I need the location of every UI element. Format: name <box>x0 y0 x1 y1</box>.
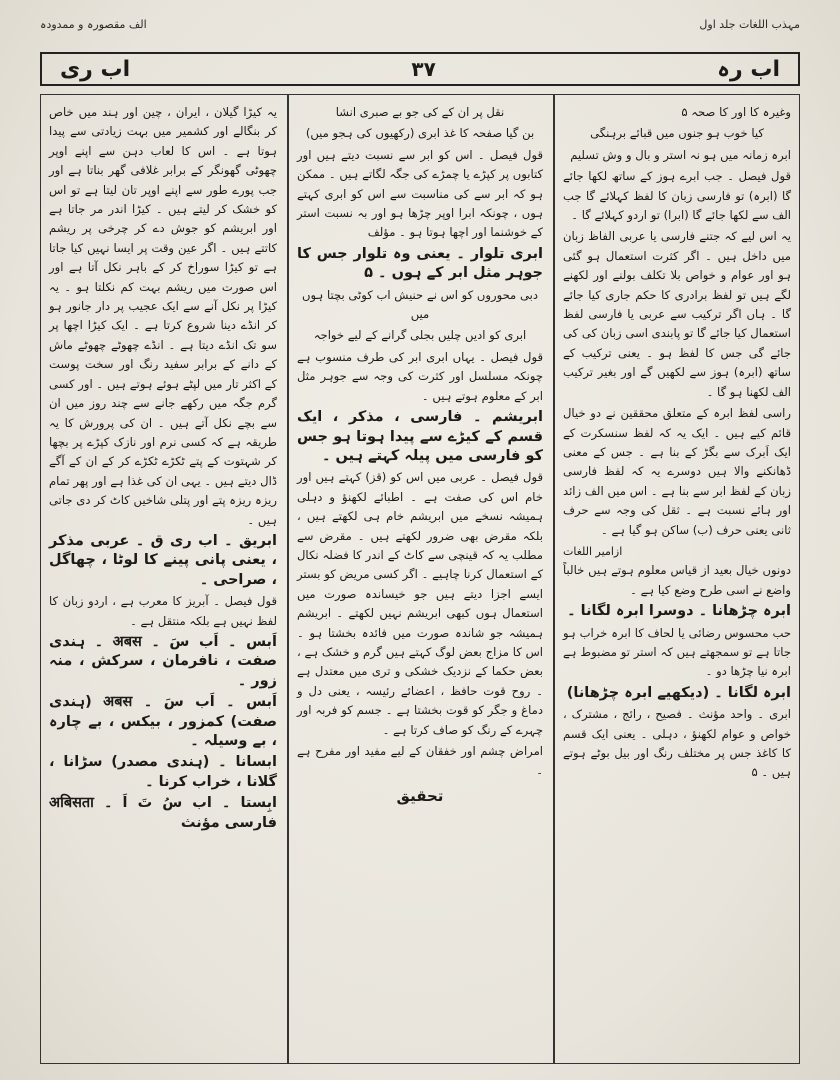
headword-entry: ابری ۔ واحد مؤنث ۔ فصیح ، رائج ، مشترک ، خواص و عوام لکھنؤ ، دہلی ۔ یعنی ایک قسم کا کاغذ جس پر مختلف رنگ اور بیل بوٹے ہوتے ہیں ۔ ۵ <box>563 707 791 780</box>
verse-line: ابرہ زمانہ میں ہو نہ استر و بال و وش تسلیم <box>570 147 791 162</box>
paragraph: قول فیصل ۔ جب ابرے ہوز کے ساتھ لکھا جائے گا (ابرہ) تو فارسی زبان کا لفظ کہلائے گا جب الف سے لکھا جائے گا (ابرا) تو اردو کہلائے گا ۔ <box>563 169 791 223</box>
paragraph: حب محسوس رضائی یا لحاف کا ابرہ خراب ہو جاتا ہے تو سمجھتے ہیں کہ استر تو مضبوط ہے ابرہ نیا چڑھا دو ۔ <box>563 625 791 679</box>
verse-line: بن گیا صفحہ کا غذ ابری (رکھیوں کی ہجو میں) <box>305 126 535 141</box>
paragraph: امراض چشم اور خفقان کے لیے مفید اور مفرح ہے ۔ <box>297 744 543 778</box>
volume-title: مہذب اللغات جلد اول <box>699 18 800 31</box>
paragraph: وغیرہ کا اور کا صحہ ۵ <box>681 105 791 119</box>
verse-line: نقل پر ان کے کی جو بے صبری انشا <box>335 105 505 119</box>
column-middle <box>287 95 551 1063</box>
catchword-left: اب ری <box>60 56 131 82</box>
paragraph: قول فیصل ۔ عربی میں اس کو (قز) کہتے ہیں اور خام اس کی صفت ہے ۔ اطبائے لکھنؤ و دہلی ہمیشہ نسخے میں ابریشم خام ہی لکھتے ہیں ، بلکہ مقرض بھی ضرور لکھتے ہیں ۔ مقرض سے مطلب یہ کہ قینچی سے کاٹ کے اندر کا فضلہ نکال کے استعمال کرنا چاہیے ۔ اگر کسی مریض کو بستر ایسے اجزا دیتے ہیں جو خیساندہ صورت میں استعمال ہوں کبھی ابریشم نہیں لکھتے ۔ ابریشم ہمیشہ جو شاندہ صورت میں فائدہ بخشتا ہو ۔ اس کا مزاج بعض لوگ کہتے ہیں گرم و خشک ہے ، بعض حکما کے نزدیک خشکی و تری میں معتدل ہے ۔ روح قوت حافظ ، اعضائے رئیسہ ، یعنی دل و دماغ و جگر کو قوت بخشتا ہے ۔ جسم کو فربہ اور چہرے کے رنگ کو صاف کرتا ہے ۔ <box>297 470 543 737</box>
paragraph: یہ اس لیے کہ جتنے فارسی یا عربی الفاظ زبان میں داخل ہیں ۔ اگر کثرت استعمال ہو گئی ہو اور عوام و خواص بلا تکلف بولنے اور لکھنے لگے ہیں تو لفظ برادری کا حکم جاری کیا جائے گا ۔ ہاں اگر ترکیب سے عربی یا فارسی لفظ استعمال کیا جائے گا تو پابندی اسی زبان کی کی جائے گی جس کا لفظ ہو ۔ یعنی ترکیب کے ساتھ (ابرہ) ہوز سے لکھیں گے اور بغیر ترکیب الف لکھنا ہو گا ۔ <box>563 229 791 399</box>
section-title: الف مقصورہ و ممدودہ <box>40 18 147 31</box>
headword-entry: ابریق ۔ اب ری ق ۔ عربی مذکر ، یعنی پانی پینے کا لوٹا ، چھاگل ، صراحی ۔ <box>49 532 277 588</box>
signature-tahqiq: تحقیق <box>396 786 444 805</box>
headword-entry: ابریشم ۔ فارسی ، مذکر ، ایک قسم کے کیڑے سے پیدا ہوتا ہو جس کو فارسی میں پیلہ کہتے ہیں ۔ <box>297 409 543 464</box>
paragraph: قول فیصل ۔ آبریز کا معرب ہے ، اردو زبان کا لفظ نہیں ہے بلکہ منتقل ہے ۔ <box>49 594 277 628</box>
headword-entry: ابری تلوار ۔ یعنی وہ تلوار جس کا جوہر مثل ابر کے ہوں ۔ ۵ <box>297 245 543 282</box>
paragraph: قول فیصل ۔ اس کو ابر سے نسبت دیتے ہیں اور کتابوں پر کپڑے یا چمڑے کی جگہ لگاتے ہیں ۔ ممکن ہو کہ ابر سے کی مناسبت سے اس کو ابری کہتے ہوں ، چونکہ ابرا اوپر چڑھا ہو اور بہ نسبت استر کے خوشنما اور اچھا ہوتا ہو ۔ مؤلف <box>297 147 543 240</box>
headword-entry: ابرہ چڑھانا ۔ دوسرا ابرہ لگانا ۔ <box>567 603 791 620</box>
column-left <box>41 95 285 1063</box>
verse-line: ابری کو ادیں چلیں بجلی گرانے کے لیے خواجہ <box>313 328 527 343</box>
running-head <box>40 18 800 40</box>
title-band <box>40 52 800 86</box>
column-right <box>553 95 799 1063</box>
page-number: ۳۷ <box>411 57 436 81</box>
headword-entry: اَبس ۔ اَب سَ ۔ अबस ۔ ہندی صفت ، نافرمان ، سرکش ، منہ زور ۔ <box>49 633 277 689</box>
paragraph: قول فیصل ۔ یہاں ابری ابر کی طرف منسوب ہے چونکہ مسلسل اور کثرت کی وجہ سے جوہر مثل ابر کے معلوم ہوتے ہیں ۔ <box>297 349 543 403</box>
headword-entry: ابِستا ۔ اب سُ تَ اَ ۔ अबिसता فارسی مؤنث <box>49 795 277 831</box>
paragraph: یہ کیڑا گیلان ، ایران ، چین اور ہند میں خاص کر بنگالے اور کشمیر میں بہت زیادتی سے پیدا ہوتا ہے ۔ اس کا لعاب دہن سے اپنے اوپر چھوٹی گھونگر کے برابر غلافی گھر بناتا ہے اور جب پورے طور سے اپنے اوپر تان لیتا ہے تو اس کو خشک کر لیتے ہیں ۔ کیڑا اندر مر جاتا ہے اور ابریشم کو جوش دے کر چرخی پر ریشم کاتتے ہیں ۔ اگر عین وقت پر ایسا نہیں کیا جاتا ہے تو کیڑا سوراخ کر کے باہر نکل آتا ہے اور اس صورت میں ریشم بہت کم نکلتا ہو ۔ یہ کیڑا پر نکل آنے سے ایک عجیب پر دار جانور ہو کر انڈے دینا شروع کرتا ہے ۔ ایک کیڑا اچھا پر سو تک انڈے دیتا ہے ۔ انڈے چھوٹے چھوٹے ماش کے دانے کے برابر سفید رنگ اور سخت پوست کے اکثر تار میں لپٹے ہوئے ہوتے ہیں ۔ اور کسی گرم جگہ میں رکھے جانے سے چند روز میں ان سے بچے نکل آتے ہیں ۔ ان کی پرورش کا یہ طریقہ ہے کہ کسی نرم اور نازک کپڑے پر بچھا کر شہتوت کے پتے ٹکڑے ٹکڑے کر کے ان کے آگے ڈال دیتے ہیں ۔ یہی ان کی غذا ہے اور پھر تمام ریزہ ریزہ پتے اور پتلی شاخیں کاٹ کر دی جاتی ہیں ۔ <box>49 105 277 527</box>
headword-entry: اَبس ۔ اَب سَ ۔ अबस (ہندی صفت) کمزور ، بیکس ، بے چارہ ، بے وسیلہ ۔ <box>49 694 277 749</box>
verse-line: دبی محوروں کو اس نے حنیش اب کوٹی بچتا ہوں میں <box>301 287 539 322</box>
verse-line: کیا خوب ہو جنوں میں قبائے برہنگی <box>590 126 764 141</box>
catchword-right: اب رہ <box>717 56 780 82</box>
columns-frame <box>40 94 800 1064</box>
paragraph: دونوں خیال بعید از قیاس معلوم ہوتے ہیں خالباً واضع نے اسی طرح وضع کیا ہے ۔ <box>563 563 791 597</box>
paragraph: راسی لفظ ابرہ کے متعلق محققین نے دو خیال قائم کیے ہیں ۔ ایک یہ کہ لفظ سنسکرت کے ایک اَبرک سے بگڑ کے بنا ہے ۔ جس کے معنی ڈھانکنے والا ہیں دوسرے یہ کہ لفظ فارسی زبان کے لفظ ابر سے بنا ہے ۔ اس میں الف زائد اور ہائے نسبت ہے ۔ ثقل کی وجہ سے حرف ثانی یعنی حرف (ب) ساکن ہو گیا ہے ۔ <box>563 406 791 537</box>
headword-entry: ابرہ لگانا ۔ (دیکھیے ابرہ چڑھانا) <box>566 684 791 701</box>
source-reference: ازامیر اللغات <box>563 544 623 558</box>
headword-entry: ابسانا ۔ (ہندی مصدر) سڑانا ، گلانا ، خراب کرنا ۔ <box>49 754 277 790</box>
